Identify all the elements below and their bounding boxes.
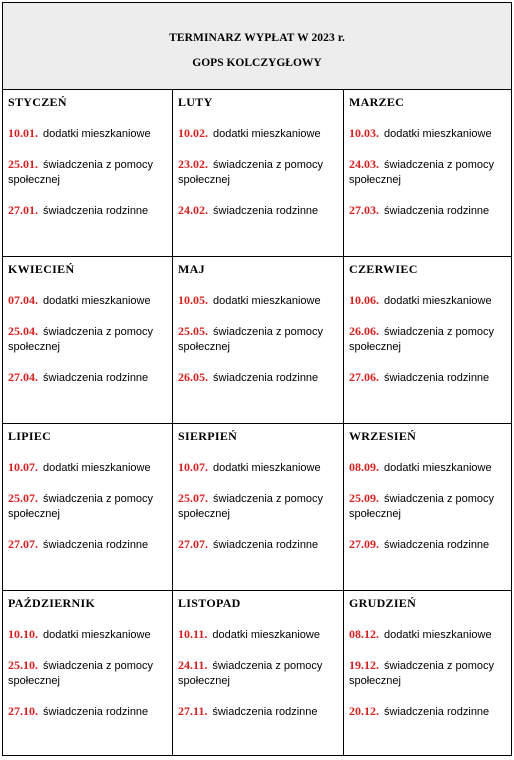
payment-description: dodatki mieszkaniowe: [384, 128, 492, 140]
payment-date: 27.04.: [8, 370, 38, 384]
payment-description: świadczenia z pomocy społecznej: [349, 493, 495, 520]
payment-date: 25.05.: [178, 324, 208, 338]
month-name: MARZEC: [349, 95, 405, 109]
payment-date: 27.01.: [8, 203, 38, 217]
payment-date: 08.12.: [349, 627, 379, 641]
payment-date: 10.07.: [8, 460, 38, 474]
payment-date: 25.10.: [8, 658, 38, 672]
payment-description: świadczenia z pomocy społecznej: [8, 326, 154, 353]
payment-entry: [349, 370, 511, 386]
payment-date: 19.12.: [349, 658, 379, 672]
schedule-subtitle: GOPS KOLCZYGŁOWY: [192, 57, 322, 69]
payment-entry: [8, 491, 172, 522]
payment-description: świadczenia rodzinne: [384, 372, 490, 384]
payment-entry: [178, 126, 343, 142]
payment-description: świadczenia z pomocy społecznej: [349, 660, 495, 687]
month-name: CZERWIEC: [349, 262, 418, 276]
month-name: LUTY: [178, 95, 213, 109]
month-name: GRUDZIEŃ: [349, 596, 417, 610]
month-name: KWIECIEŃ: [8, 262, 75, 276]
payment-entry: [8, 126, 172, 142]
payment-entry: [178, 658, 343, 689]
payment-entry: [349, 157, 511, 188]
payment-date: 20.12.: [349, 704, 379, 718]
payment-entry: [8, 370, 172, 386]
payment-entry: [178, 627, 343, 643]
schedule-title: TERMINARZ WYPŁAT W 2023 r.: [169, 32, 345, 44]
payment-description: dodatki mieszkaniowe: [43, 629, 151, 641]
payment-date: 10.10.: [8, 627, 38, 641]
payment-description: świadczenia z pomocy społecznej: [349, 159, 495, 186]
payment-description: dodatki mieszkaniowe: [384, 629, 492, 641]
payment-entry: [349, 704, 511, 720]
payment-entry: [8, 324, 172, 355]
payment-date: 27.03.: [349, 203, 379, 217]
payment-entry: [8, 704, 172, 720]
payment-entry: [349, 460, 511, 476]
payment-entry: [8, 627, 172, 643]
schedule-header: [3, 3, 511, 90]
payment-description: dodatki mieszkaniowe: [43, 295, 151, 307]
payment-description: świadczenia rodzinne: [43, 372, 149, 384]
payment-entry: [349, 126, 511, 142]
payment-description: świadczenia z pomocy społecznej: [8, 493, 154, 520]
payment-description: dodatki mieszkaniowe: [213, 128, 321, 140]
payment-entry: [178, 491, 343, 522]
payment-entry: [349, 203, 511, 219]
payment-entry: [178, 460, 343, 476]
payment-description: świadczenia rodzinne: [213, 372, 319, 384]
payment-entry: [349, 627, 511, 643]
payment-entry: [8, 157, 172, 188]
payment-date: 10.02.: [178, 126, 208, 140]
payment-schedule-document: [2, 2, 512, 756]
payment-date: 26.05.: [178, 370, 208, 384]
payment-date: 26.06.: [349, 324, 379, 338]
payment-date: 24.11.: [178, 658, 208, 672]
payment-date: 27.09.: [349, 537, 379, 551]
payment-entry: [178, 293, 343, 309]
payment-description: świadczenia z pomocy społecznej: [178, 159, 324, 186]
month-cell: [3, 90, 173, 257]
payment-entry: [178, 704, 343, 720]
payment-entry: [8, 537, 172, 553]
payment-date: 27.06.: [349, 370, 379, 384]
month-name: LIPIEC: [8, 429, 52, 443]
payment-entry: [8, 293, 172, 309]
payment-description: dodatki mieszkaniowe: [384, 462, 492, 474]
payment-date: 10.03.: [349, 126, 379, 140]
payment-entry: [8, 460, 172, 476]
month-cell: [3, 257, 173, 424]
payment-description: świadczenia z pomocy społecznej: [178, 660, 323, 687]
payment-description: świadczenia rodzinne: [384, 539, 490, 551]
payment-description: dodatki mieszkaniowe: [43, 462, 151, 474]
payment-description: świadczenia rodzinne: [213, 205, 319, 217]
payment-description: świadczenia z pomocy społecznej: [349, 326, 495, 353]
payment-date: 08.09.: [349, 460, 379, 474]
month-name: WRZESIEŃ: [349, 429, 417, 443]
payment-entry: [178, 324, 343, 355]
payment-date: 10.07.: [178, 460, 208, 474]
payment-description: świadczenia z pomocy społecznej: [8, 660, 154, 687]
month-cell: [344, 424, 511, 591]
payment-entry: [349, 537, 511, 553]
payment-date: 24.03.: [349, 157, 379, 171]
payment-description: świadczenia rodzinne: [212, 706, 318, 718]
payment-entry: [178, 157, 343, 188]
payment-date: 25.04.: [8, 324, 38, 338]
payment-entry: [178, 370, 343, 386]
payment-date: 27.11.: [178, 704, 208, 718]
payment-date: 10.06.: [349, 293, 379, 307]
month-name: PAŹDZIERNIK: [8, 596, 96, 610]
payment-entry: [349, 658, 511, 689]
payment-entry: [8, 203, 172, 219]
payment-description: świadczenia rodzinne: [213, 539, 319, 551]
month-cell: [173, 90, 344, 257]
month-cell: [173, 424, 344, 591]
month-cell: [3, 424, 173, 591]
payment-description: dodatki mieszkaniowe: [213, 462, 321, 474]
payment-entry: [349, 293, 511, 309]
payment-description: świadczenia rodzinne: [43, 205, 149, 217]
payment-date: 10.05.: [178, 293, 208, 307]
payment-date: 07.04.: [8, 293, 38, 307]
payment-date: 25.01.: [8, 157, 38, 171]
payment-description: świadczenia rodzinne: [43, 706, 149, 718]
payment-date: 27.07.: [8, 537, 38, 551]
payment-description: świadczenia z pomocy społecznej: [178, 326, 324, 353]
payment-entry: [178, 203, 343, 219]
payment-date: 10.01.: [8, 126, 38, 140]
payment-date: 24.02.: [178, 203, 208, 217]
month-cell: [173, 257, 344, 424]
payment-description: dodatki mieszkaniowe: [384, 295, 492, 307]
month-name: LISTOPAD: [178, 596, 241, 610]
payment-description: dodatki mieszkaniowe: [213, 295, 321, 307]
month-name: MAJ: [178, 262, 205, 276]
month-cell: [3, 591, 173, 755]
payment-date: 10.11.: [178, 627, 208, 641]
payment-date: 25.07.: [8, 491, 38, 505]
payment-description: świadczenia z pomocy społecznej: [8, 159, 154, 186]
payment-description: dodatki mieszkaniowe: [43, 128, 151, 140]
payment-description: świadczenia z pomocy społecznej: [178, 493, 324, 520]
month-cell: [173, 591, 344, 755]
payment-date: 27.07.: [178, 537, 208, 551]
payment-entry: [349, 324, 511, 355]
payment-entry: [8, 658, 172, 689]
payment-entry: [178, 537, 343, 553]
payment-description: świadczenia rodzinne: [384, 706, 490, 718]
payment-date: 23.02.: [178, 157, 208, 171]
month-cell: [344, 257, 511, 424]
payment-date: 25.07.: [178, 491, 208, 505]
month-grid: [3, 90, 511, 755]
month-cell: [344, 591, 511, 755]
payment-entry: [349, 491, 511, 522]
payment-description: świadczenia rodzinne: [384, 205, 490, 217]
payment-description: dodatki mieszkaniowe: [212, 629, 320, 641]
month-name: SIERPIEŃ: [178, 429, 238, 443]
payment-date: 25.09.: [349, 491, 379, 505]
payment-description: świadczenia rodzinne: [43, 539, 149, 551]
month-cell: [344, 90, 511, 257]
month-name: STYCZEŃ: [8, 95, 67, 109]
payment-date: 27.10.: [8, 704, 38, 718]
